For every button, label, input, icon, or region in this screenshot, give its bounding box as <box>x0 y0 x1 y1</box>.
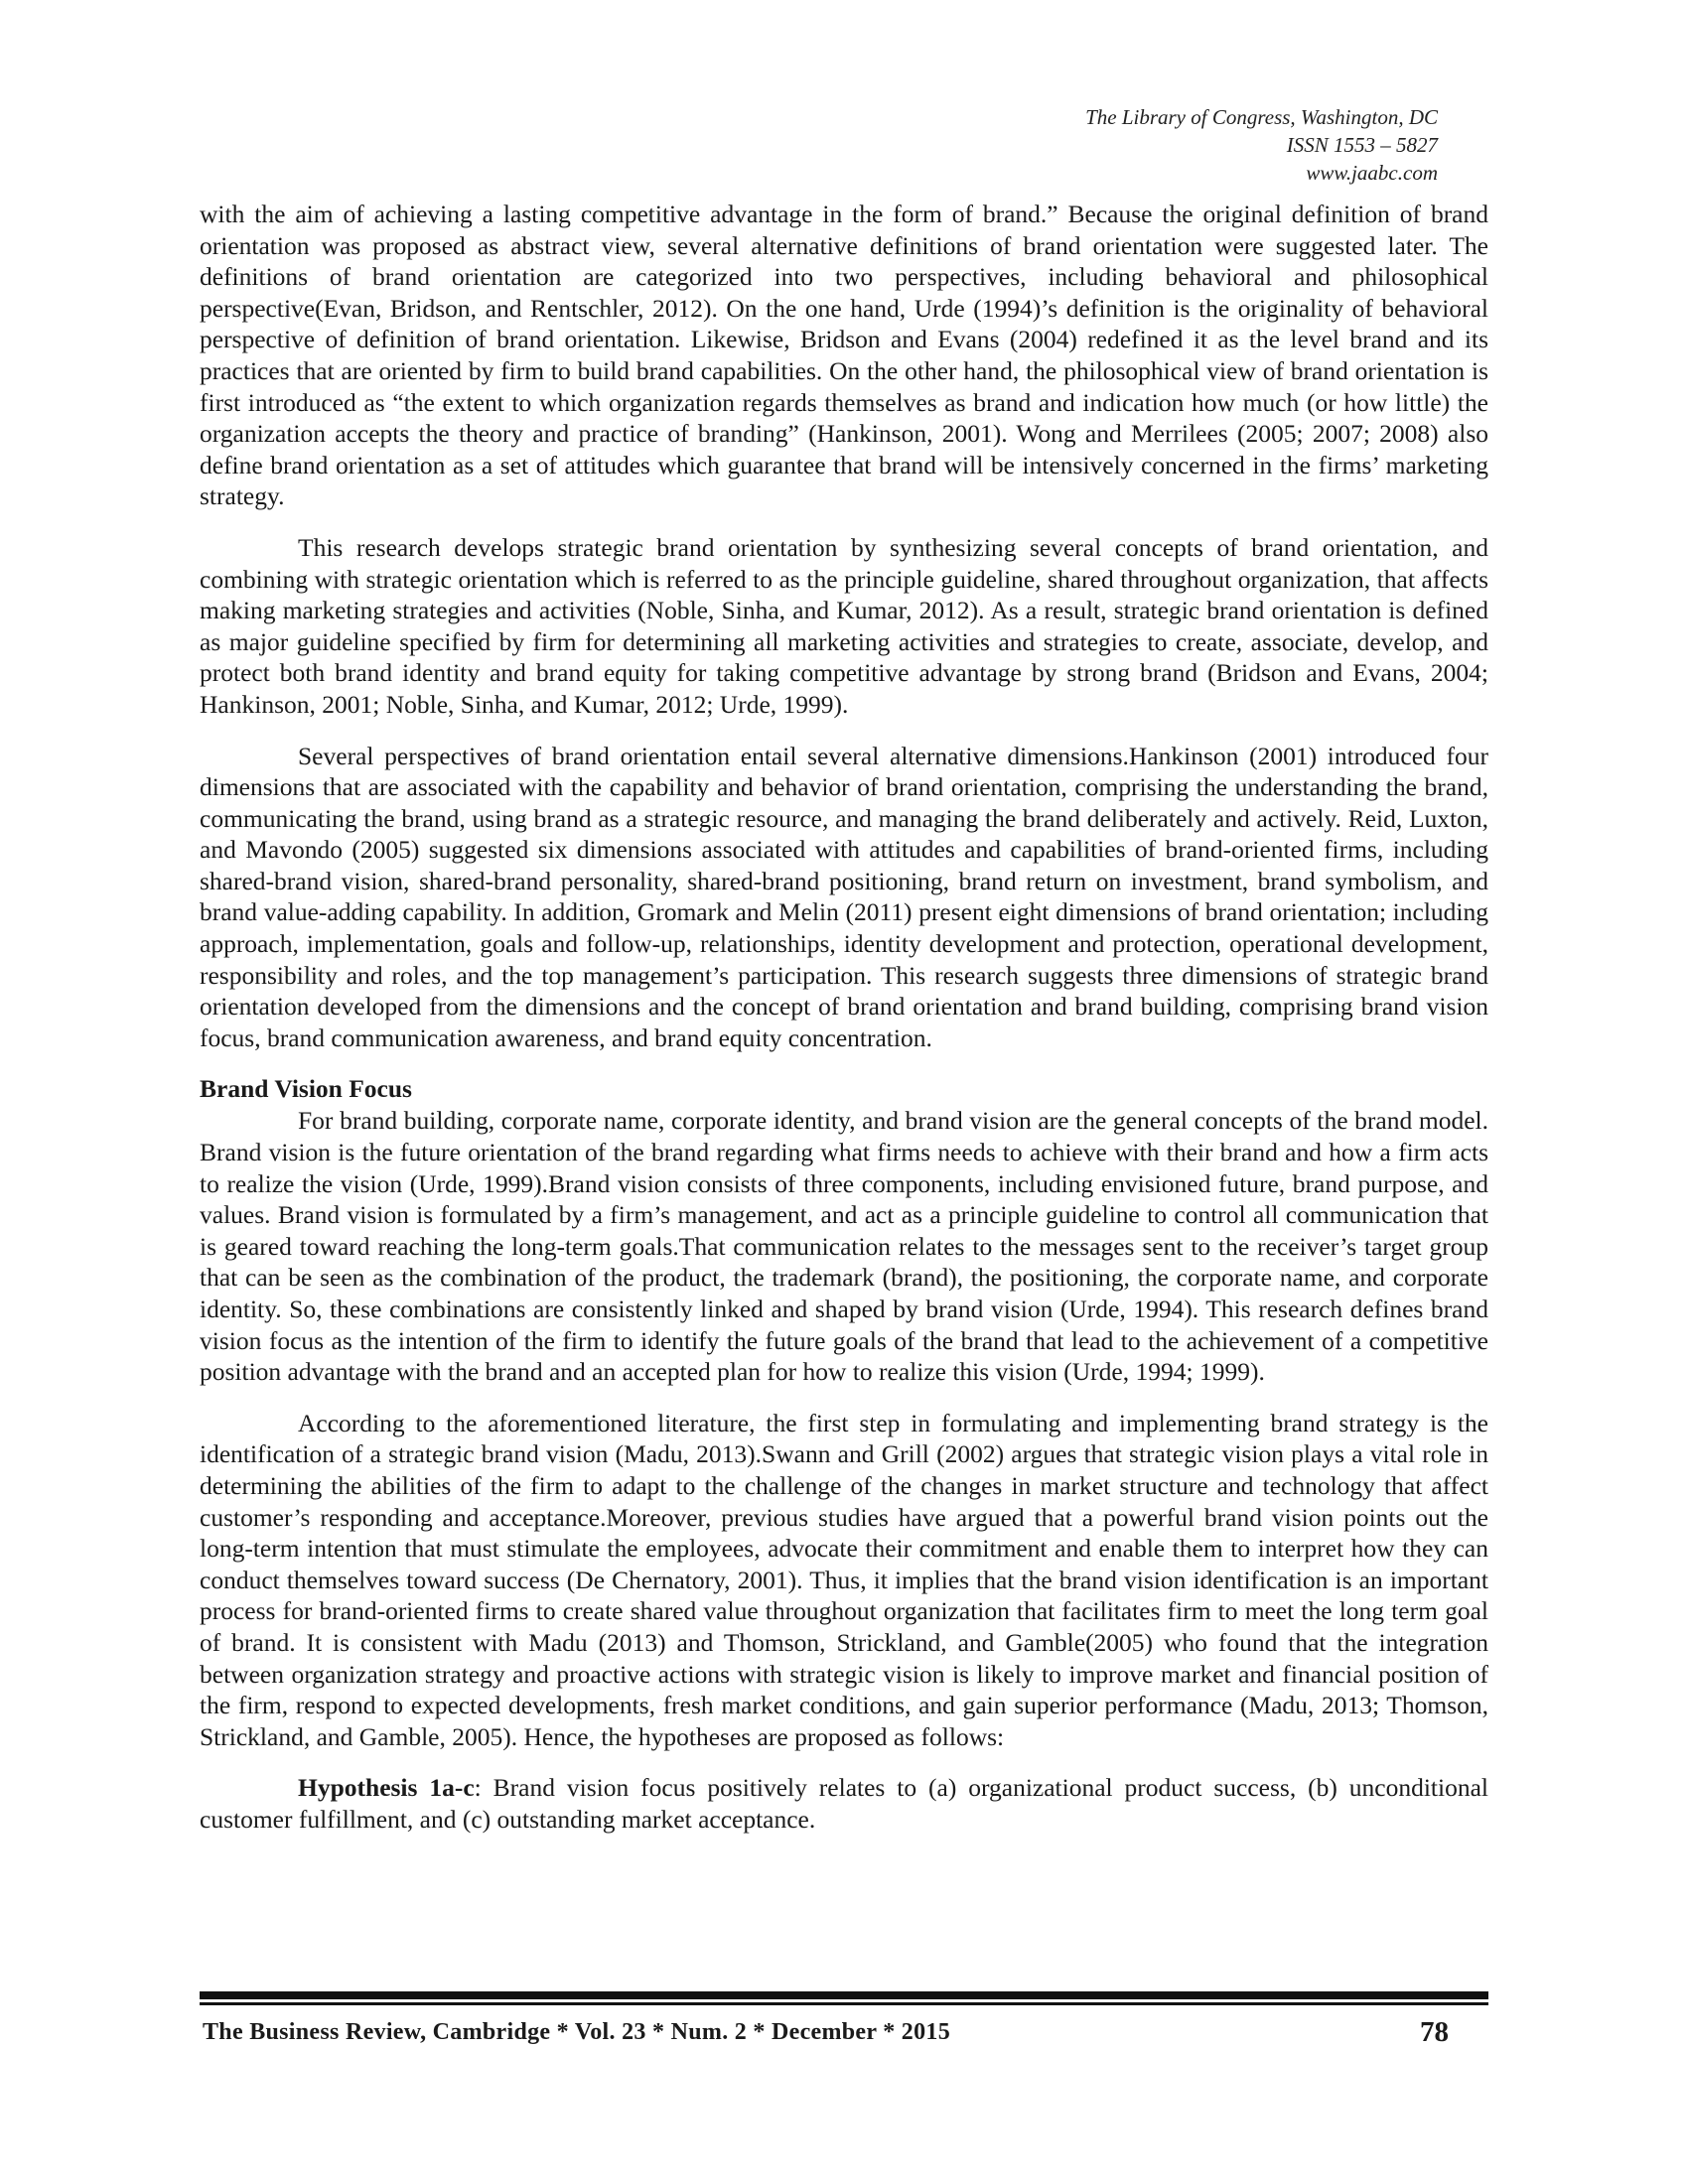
body-paragraph-3: Several perspectives of brand orientation entail several alternative dimensions.Hankinson (2001) introduced four dimensions that are associated with the capability and behavior of brand orientation, comprising the understanding the brand, communicating the brand, using brand as a strategic resource, and managing the brand deliberately and actively. Reid, Luxton, and Mavondo (2005) suggested six dimensions associated with attitudes and capabilities of brand-oriented firms, including shared-brand vision, shared-brand personality, shared-brand positioning, brand return on investment, brand symbolism, and brand value-adding capability. In addition, Gromark and Melin (2011) present eight dimensions of brand orientation; including approach, implementation, goals and follow-up, relationships, identity development and protection, operational development, responsibility and roles, and the top management’s participation. This research suggests three dimensions of strategic brand orientation developed from the dimensions and the concept of brand orientation and brand building, comprising brand vision focus, brand communication awareness, and brand equity concentration. <box>200 741 1488 1052</box>
body-paragraph-2: This research develops strategic brand orientation by synthesizing several concepts of brand orientation, and combining with strategic orientation which is referred to as the principle guideline, shared throughout organization, that affects making marketing strategies and activities (Noble, Sinha, and Kumar, 2012). As a result, strategic brand orientation is defined as major guideline specified by firm for determining all marketing activities and strategies to create, associate, develop, and protect both brand identity and brand equity for taking competitive advantage by strong brand (Bridson and Evans, 2004; Hankinson, 2001; Noble, Sinha, and Kumar, 2012; Urde, 1999). <box>200 532 1488 719</box>
page-number: 78 <box>1420 2016 1449 2048</box>
body-paragraph-4: For brand building, corporate name, corporate identity, and brand vision are the general concepts of the brand model. Brand vision is the future orientation of the brand regarding what firms needs to achieve with their brand and how a firm acts to realize the vision (Urde, 1999).Brand vision consists of three components, including envisioned future, brand purpose, and values. Brand vision is formulated by a firm’s management, and act as a principle guideline to control all communication that is geared toward reaching the long-term goals.That communication relates to the messages sent to the receiver’s target group that can be seen as the combination of the product, the trademark (brand), the positioning, the corporate name, and corporate identity. So, these combinations are consistently linked and shaped by brand vision (Urde, 1994). This research defines brand vision focus as the intention of the firm to identify the future goals of the brand that lead to the achievement of a competitive position advantage with the brand and an accepted plan for how to realize this vision (Urde, 1994; 1999). <box>200 1106 1488 1387</box>
hypothesis-paragraph <box>200 1772 1488 1835</box>
body-paragraph-5: According to the aforementioned literature, the first step in formulating and implementing brand strategy is the identification of a strategic brand vision (Madu, 2013).Swann and Grill (2002) argues that strategic vision plays a vital role in determining the abilities of the firm to adapt to the challenge of the changes in market structure and technology that affect customer’s responding and acceptance.Moreover, previous studies have argued that a powerful brand vision points out the long-term intention that must stimulate the employees, advocate their commitment and enable them to interpret how they can conduct themselves toward success (De Chernatory, 2001). Thus, it implies that the brand vision identification is an important process for brand-oriented firms to create shared value throughout organization that facilitates firm to meet the long term goal of brand. It is consistent with Madu (2013) and Thomson, Strickland, and Gamble(2005) who found that the integration between organization strategy and proactive actions with strategic vision is likely to improve market and financial position of the firm, respond to expected developments, fresh market conditions, and gain superior performance (Madu, 2013; Thomson, Strickland, and Gamble, 2005). Hence, the hypotheses are proposed as follows: <box>200 1408 1488 1751</box>
hypothesis-label: Hypothesis 1a-c <box>298 1773 475 1803</box>
footer-rule-thin <box>200 2002 1488 2005</box>
header-issn: ISSN 1553 – 5827 <box>1286 133 1438 157</box>
header-library: The Library of Congress, Washington, DC <box>1085 105 1438 129</box>
footer-journal-citation: The Business Review, Cambridge * Vol. 23 * Num. 2 * December * 2015 <box>203 2019 950 2045</box>
section-heading: Brand Vision Focus <box>200 1074 412 1104</box>
body-paragraph-1: with the aim of achieving a lasting competitive advantage in the form of brand.” Because the original definition of brand orientation was proposed as abstract view, several alternative definitions of brand orientation were suggested later. The definitions of brand orientation are categorized into two perspectives, including behavioral and philosophical perspective(Evan, Bridson, and Rentschler, 2012). On the one hand, Urde (1994)’s definition is the originality of behavioral perspective of definition of brand orientation. Likewise, Bridson and Evans (2004) redefined it as the level brand and its practices that are oriented by firm to build brand capabilities. On the other hand, the philosophical view of brand orientation is first introduced as “the extent to which organization regards themselves as brand and indication how much (or how little) the organization accepts the theory and practice of branding” (Hankinson, 2001). Wong and Merrilees (2005; 2007; 2008) also define brand orientation as a set of attitudes which guarantee that brand will be intensively concerned in the firms’ marketing strategy. <box>200 200 1488 511</box>
header-website: www.jaabc.com <box>1306 161 1438 185</box>
footer-rule-thick <box>200 1991 1488 1999</box>
running-header <box>1085 103 1438 187</box>
article-body <box>200 199 1488 1836</box>
hypothesis-text: : Brand vision focus positively relates to (a) organizational product success, (b) unconditional customer fulfillment, and (c) outstanding market acceptance. <box>200 1773 1488 1834</box>
